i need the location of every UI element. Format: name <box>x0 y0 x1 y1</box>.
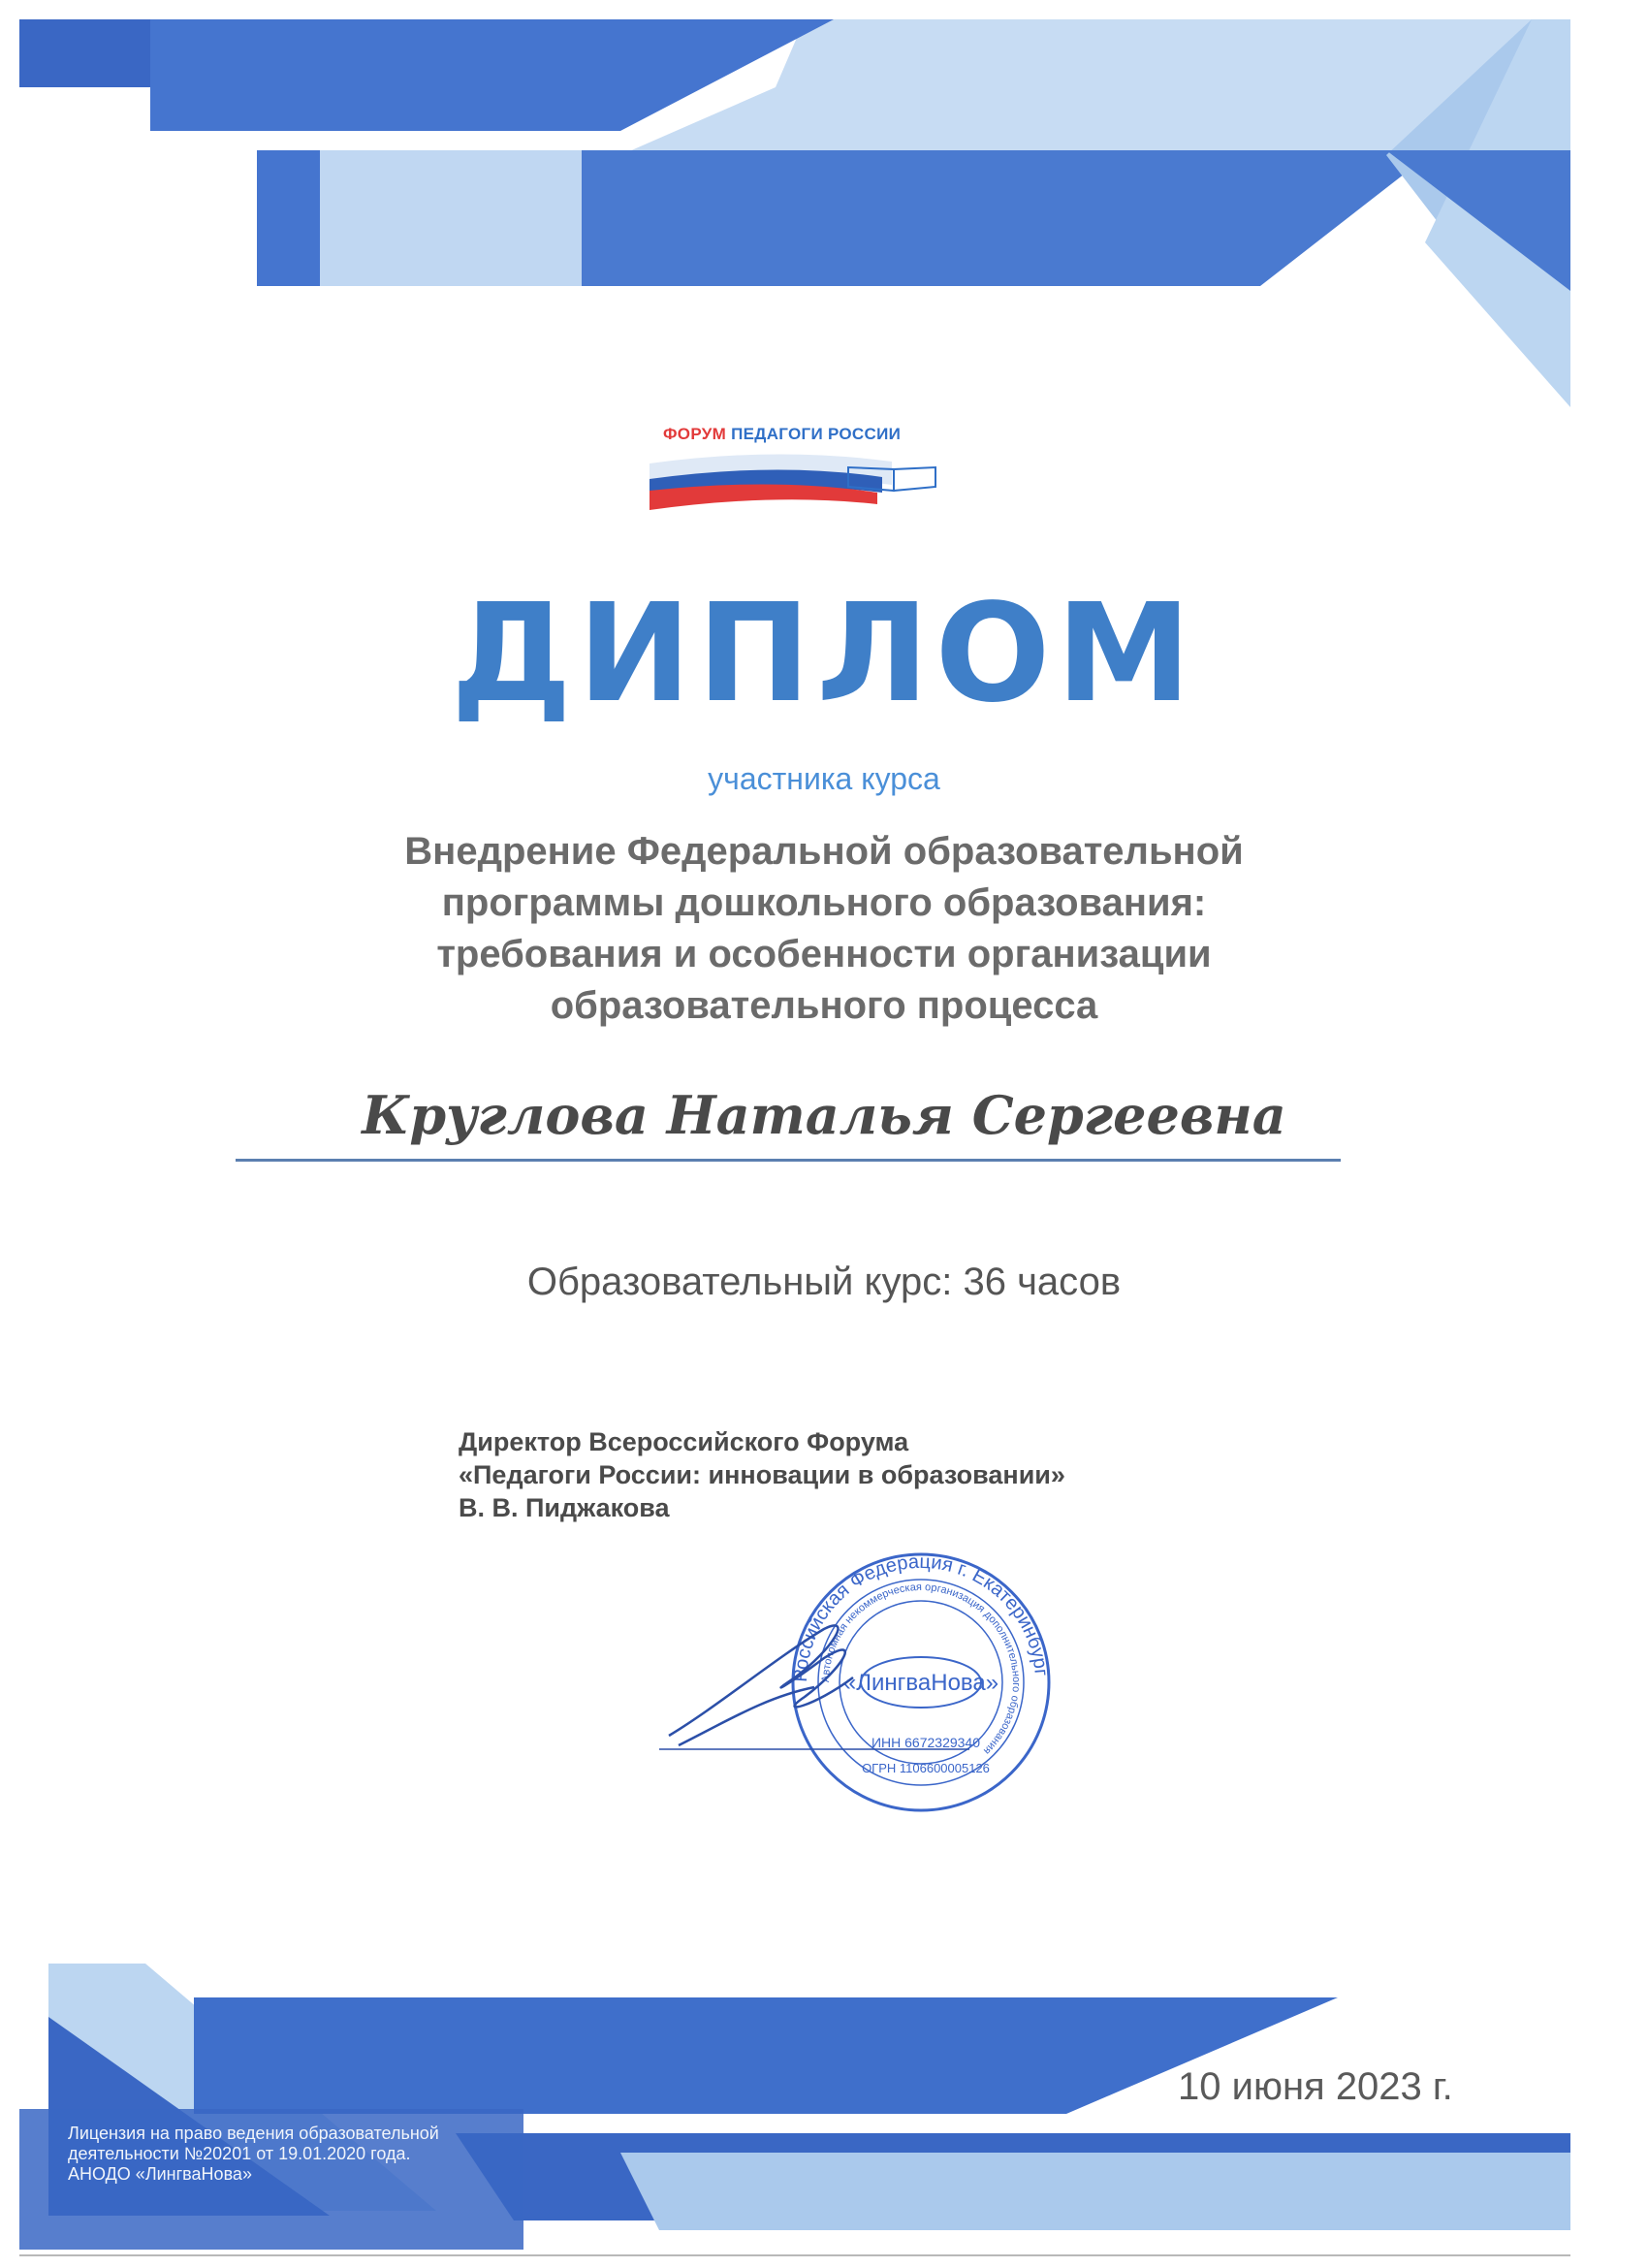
license-line: деятельности №20201 от 19.01.2020 года. <box>68 2144 411 2163</box>
course-name <box>145 826 1503 1032</box>
issue-date: 10 июня 2023 г. <box>1178 2065 1453 2108</box>
director-block <box>459 1425 1065 1524</box>
stamp-middle-text: Автономная некоммерческая организация дополнительного образования <box>819 1581 1023 1757</box>
director-title: Директор Всероссийского Форума <box>459 1427 909 1456</box>
course-line: Внедрение Федеральной образовательной <box>404 830 1244 873</box>
bottom-wide-band <box>194 1997 1338 2114</box>
diploma-title: ДИПЛОМ <box>451 575 1197 733</box>
name-underline <box>236 1159 1341 1162</box>
course-hours: Образовательный курс: 36 часов <box>526 1261 1122 1303</box>
course-line: программы дошкольного образования: <box>441 881 1207 924</box>
course-line: образовательного процесса <box>550 984 1098 1027</box>
logo-word-forum: ФОРУМ <box>663 425 727 443</box>
logo-word-pedagogi: ПЕДАГОГИ РОССИИ <box>731 425 902 443</box>
license-note <box>68 2124 439 2185</box>
stamp-outer-text: Российская Федерация г. Екатеринбург <box>789 1550 1052 1683</box>
license-line: Лицензия на право ведения образовательной <box>68 2124 439 2143</box>
bottom-right-light <box>620 2153 1570 2230</box>
logo-text <box>663 425 901 444</box>
course-line: требования и особенности организации <box>436 933 1212 975</box>
license-line: АНОДО «ЛингваНова» <box>68 2164 252 2184</box>
signature-stamp <box>659 1542 1163 1833</box>
recipient-name: Круглова Наталья Сергеевна <box>362 1084 1286 1146</box>
forum-logo <box>640 407 940 514</box>
diploma-subtitle: участника курса <box>708 761 940 796</box>
stamp-inn: ИНН 6672329340 <box>871 1735 981 1750</box>
top-middle-strip <box>582 150 1435 286</box>
director-forum: «Педагоги России: инновации в образовании» <box>459 1460 1065 1489</box>
stamp-ogrn: ОГРН 1106600005126 <box>862 1761 990 1775</box>
director-name: В. В. Пиджакова <box>459 1493 670 1522</box>
stamp-center-text: «ЛингваНова» <box>842 1670 999 1696</box>
